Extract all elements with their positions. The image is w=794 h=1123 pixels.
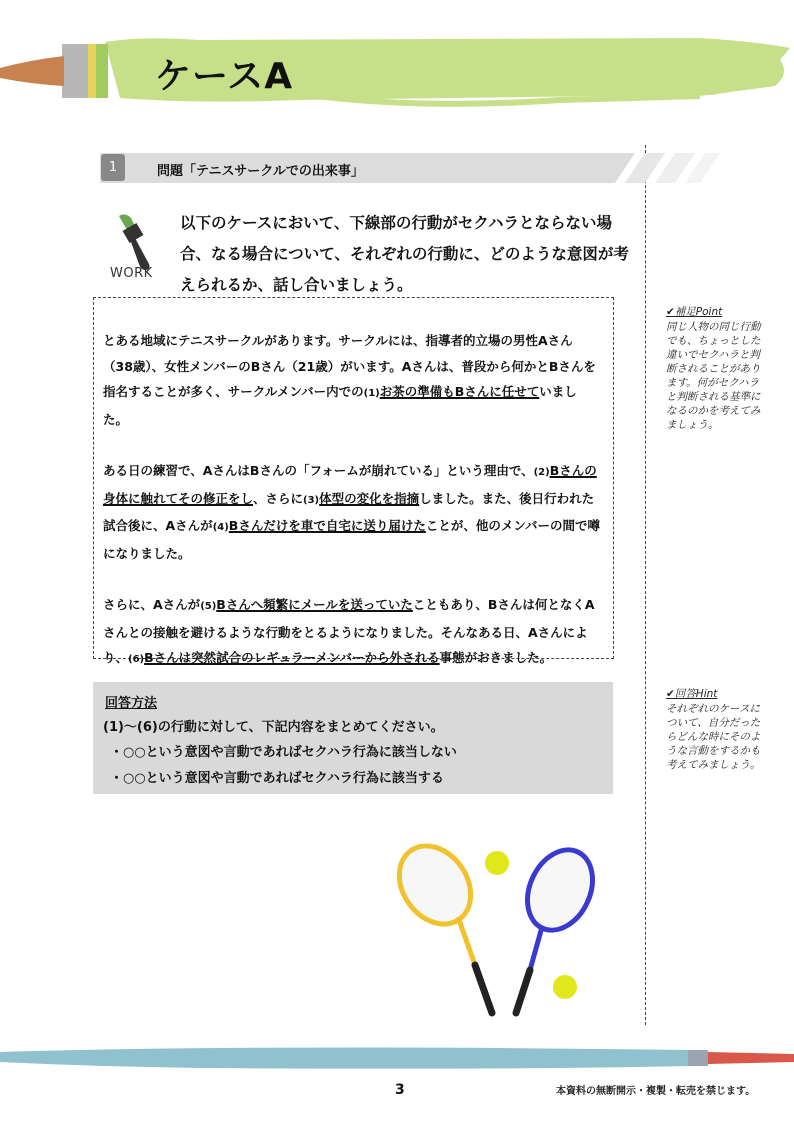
case-text: [103, 328, 601, 699]
header-brush-banner: [0, 30, 794, 120]
point-note-body: 同じ人物の同じ行動でも、ちょっとした違いでセクハラと判断されることがあります。何がセクハラと判断される基準になるのかを考えてみましょう。: [666, 321, 761, 431]
case-paragraph-2: ある日の練習で、AさんはBさんの「フォームが崩れている」という理由で、(2)Bさんの身体に触れてその修正をし、さらに(3)体型の変化を指摘しました。また、後日行われた試合後に、Aさんが(4)Bさんだけを車で自宅に送り届けたことが、他のメンバーの間で噂になりました。: [103, 463, 600, 561]
question-title: 問題「テニスサークルでの出来事」: [157, 164, 364, 179]
case-paragraph-3: さらに、Aさんが(5)Bさんへ頻繁にメールを送っていたこともあり、Bさんは何となくAさんとの接触を避けるような行動をとるようになりました。そんなある日、Aさんにより、(6)Bさんは突然試合のレギュラーメンバーから外される事態がおきました。: [103, 597, 595, 665]
underlined-action-5: Bさんへ頻繁にメールを送っていた: [216, 597, 413, 612]
margin-divider: [645, 145, 646, 1025]
answer-method-instruction: (1)～(6)の行動に対して、下記内容をまとめてください。: [103, 720, 444, 735]
underlined-action-1: お茶の準備もBさんに任せて: [379, 384, 540, 399]
underlined-action-3: 体型の変化を指摘: [319, 490, 420, 506]
underlined-action-2: Bさんの身体に触れてその修正をし: [103, 463, 597, 506]
page-number: 3: [395, 1082, 405, 1098]
answer-bullet-not-harassment: ・○○という意図や言動であればセクハラ行為に該当しない: [110, 745, 457, 760]
case-paragraph-1: とある地域にテニスサークルがあります。サークルには、指導者的立場の男性Aさん（38歳）、女性メンバーのBさん（21歳）がいます。Aさんは、普段から何かとBさんを指名することが多く、サークルメンバー内での(1)お茶の準備もBさんに任せていました。: [103, 333, 596, 427]
work-label: WORK: [110, 266, 153, 281]
footer-brush-banner: [0, 1040, 794, 1076]
work-instruction: 以下のケースにおいて、下線部の行動がセクハラとならない場合、なる場合について、それぞれの行動に、どのような意図が考えられるか、話し合いましょう。: [180, 214, 629, 294]
question-number-badge: 1: [101, 154, 125, 181]
underlined-action-6: Bさんは突然試合のレギュラーメンバーから外される: [144, 650, 440, 665]
yellow-racket-icon: [385, 835, 492, 1013]
point-note-heading: ✔補足Point: [666, 306, 723, 318]
tennis-rackets-illustration: [380, 835, 620, 1025]
tennis-ball-icon: [485, 851, 509, 875]
answer-method-heading: 回答方法: [105, 696, 158, 711]
underlined-action-4: Bさんだけを車で自宅に送り届けた: [228, 518, 426, 533]
tennis-ball-icon: [553, 975, 577, 999]
page-title: ケースA: [155, 56, 294, 97]
answer-bullet-harassment: ・○○という意図や言動であればセクハラ行為に該当する: [110, 771, 444, 786]
copyright-notice: 本資料の無断開示・複製・転売を禁じます。: [556, 1086, 756, 1097]
hint-note-body: それぞれのケースについて、自分だったらどんな時にそのような言動をするかも考えてみましょう。: [666, 703, 761, 771]
hint-note-heading: ✔回答Hint: [666, 688, 718, 700]
